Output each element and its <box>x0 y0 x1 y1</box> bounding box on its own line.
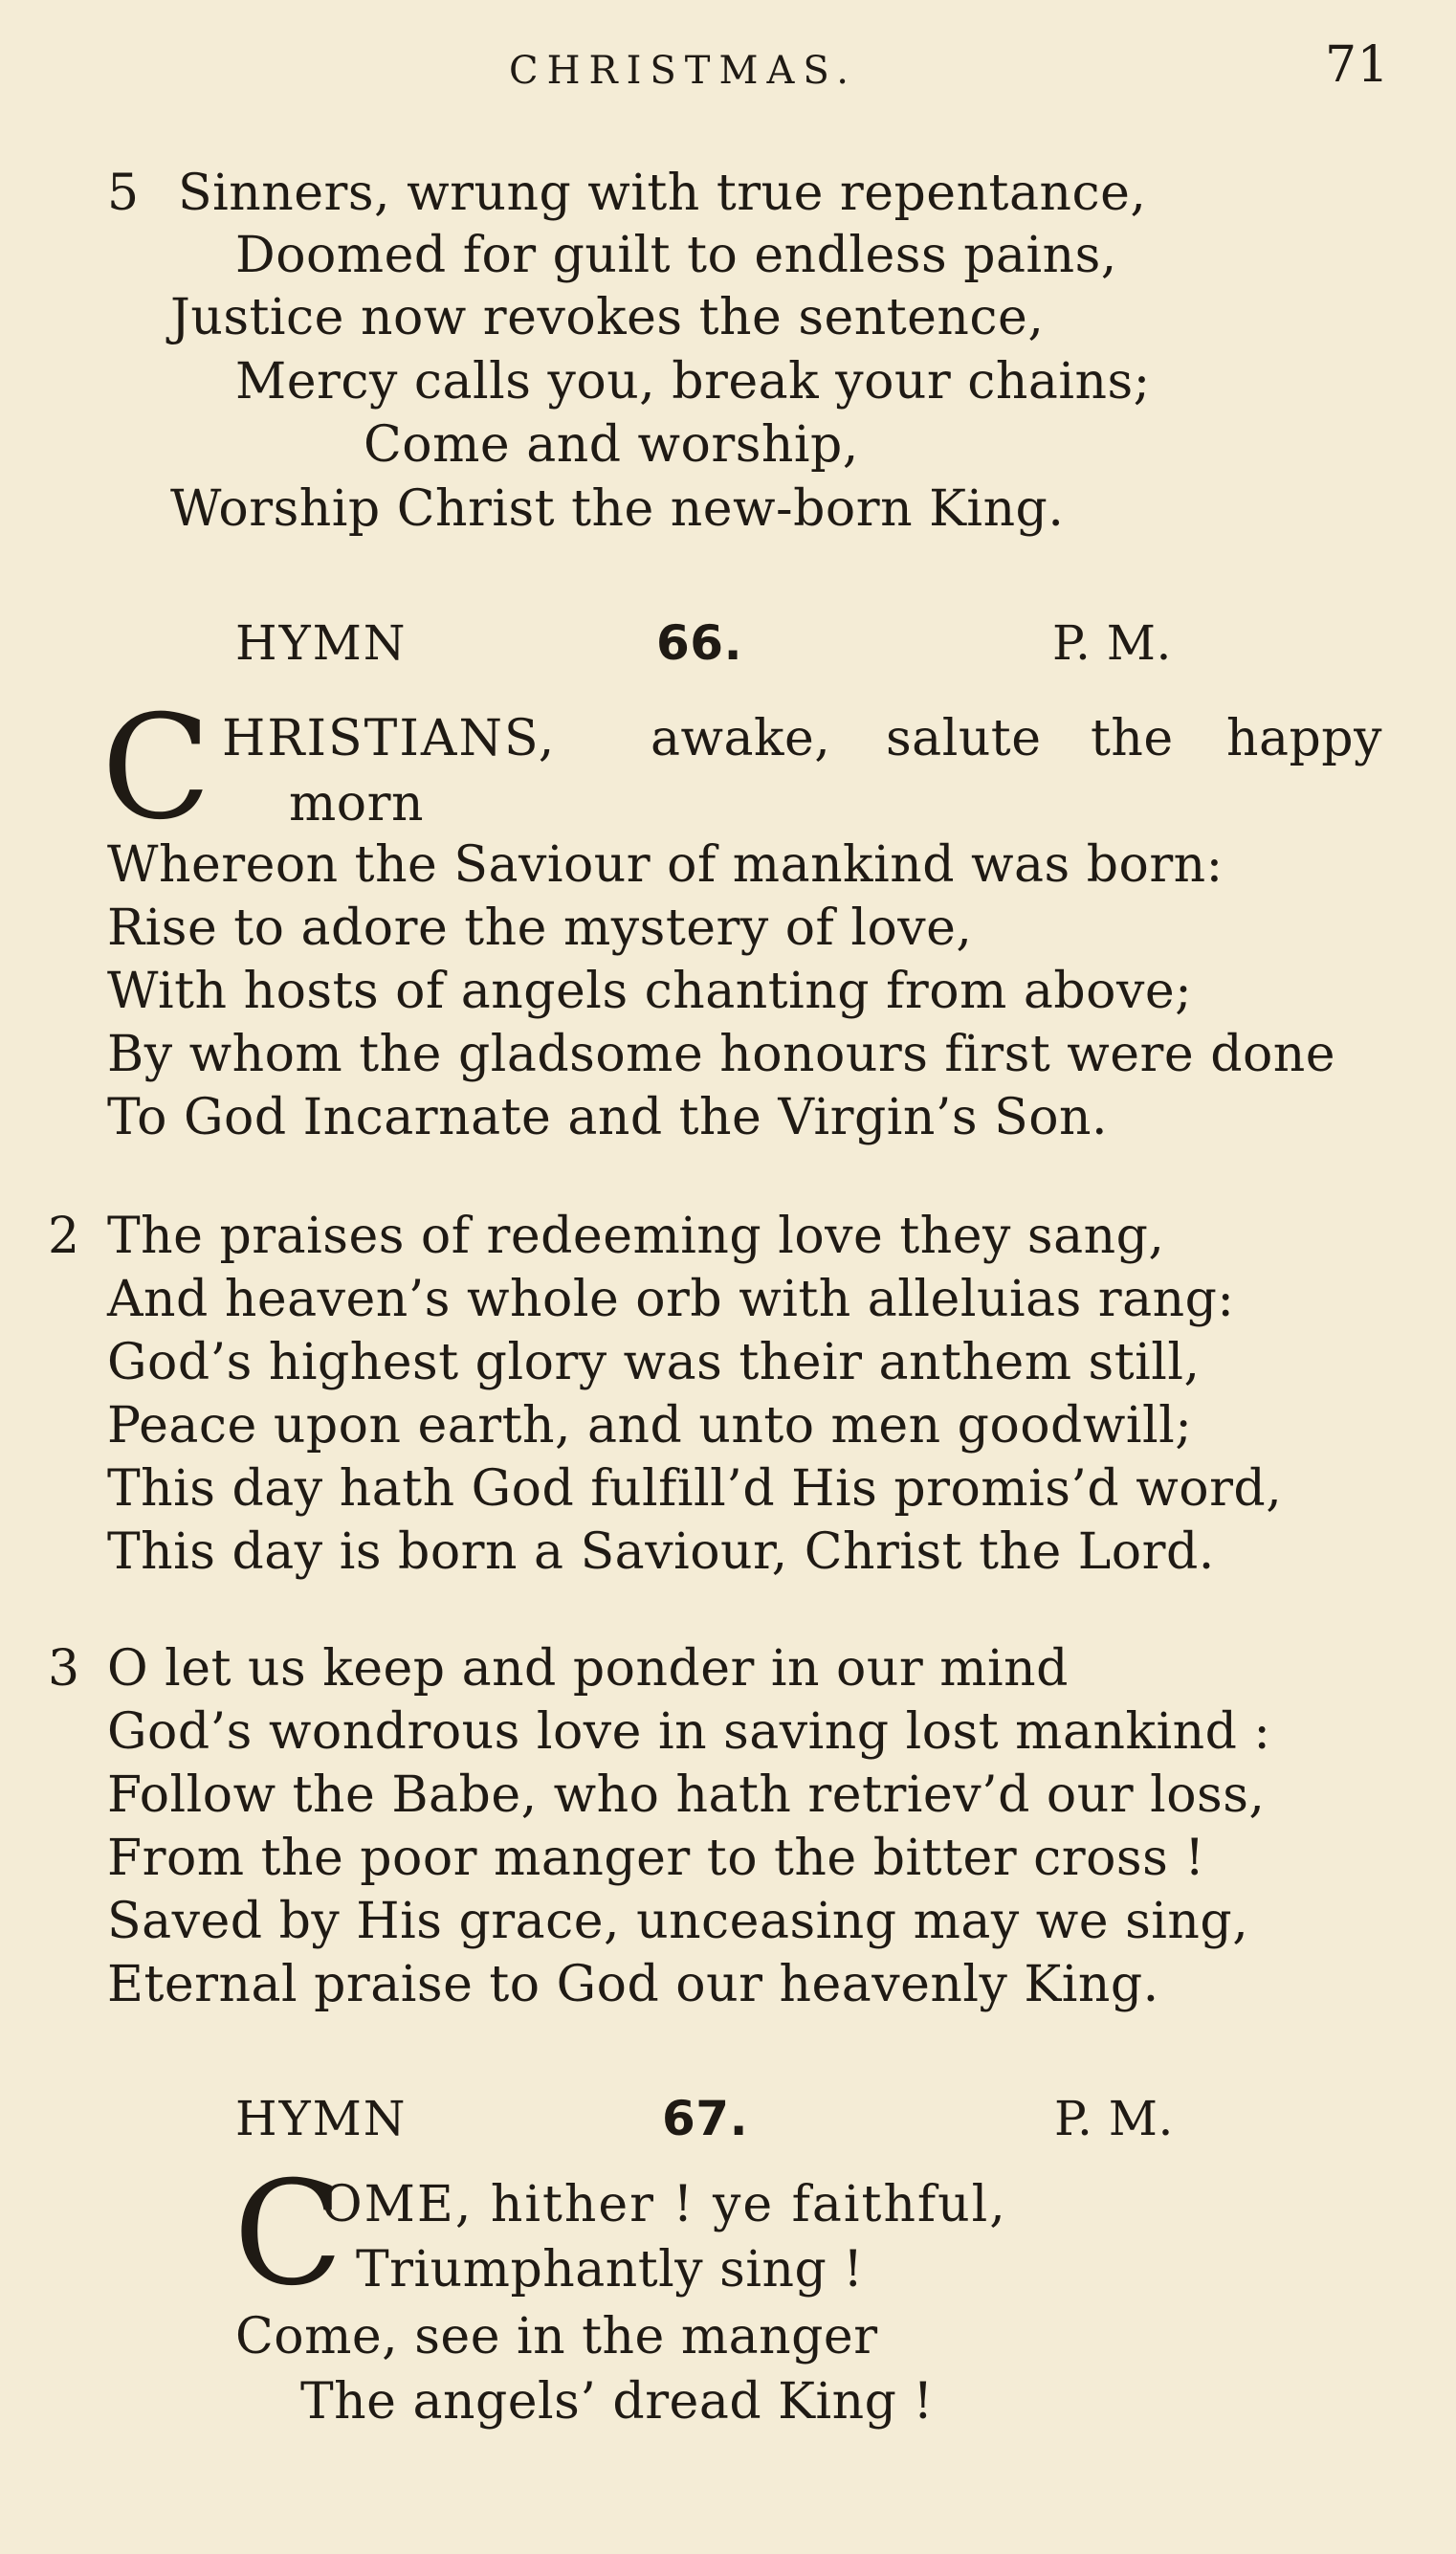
verse-line: The angels’ dread King ! <box>300 2373 934 2431</box>
verse-first-line-start: HRISTIANS, <box>222 710 557 767</box>
verse-number: 3 <box>48 1640 80 1698</box>
verse-line: Peace upon earth, and unto men goodwill; <box>107 1397 1193 1455</box>
verse-first-line-word: happy <box>1226 710 1382 767</box>
verse-line: Justice now revokes the sentence, <box>170 289 1045 346</box>
verse-line: This day hath God fulfill’d His promis’d word, <box>107 1460 1283 1518</box>
hymn-number: 66. <box>656 615 743 671</box>
verse-line: Doomed for guilt to endless pains, <box>235 227 1117 284</box>
hymn-label: HYMN <box>235 615 408 671</box>
page-number: 71 <box>1325 36 1390 94</box>
verse-line: The praises of redeeming love they sang, <box>107 1208 1165 1265</box>
drop-cap: C <box>101 685 212 852</box>
verse-line: Worship Christ the new-born King. <box>170 480 1065 538</box>
verse-line: God’s wondrous love in saving lost mankind : <box>107 1703 1271 1761</box>
hymn-label: HYMN <box>235 2091 408 2146</box>
verse-line: By whom the gladsome honours first were done <box>107 1026 1336 1083</box>
verse-line: God’s highest glory was their anthem still, <box>107 1334 1201 1391</box>
running-title: CHRISTMAS. <box>509 49 858 93</box>
verse-line: This day is born a Saviour, Christ the Lord. <box>107 1523 1215 1581</box>
verse-first-line-word: awake, <box>651 710 831 767</box>
hymn-number: 67. <box>662 2091 749 2146</box>
verse-line: Mercy calls you, break your chains; <box>235 353 1151 411</box>
verse-line: morn <box>289 775 424 833</box>
verse-line: Eternal praise to God our heavenly King. <box>107 1956 1159 2013</box>
verse-line: Triumphantly sing ! <box>356 2241 864 2299</box>
verse-number: 2 <box>48 1208 80 1265</box>
drop-cap: C <box>233 2151 344 2318</box>
verse-line: Sinners, wrung with true repentance, <box>178 165 1147 222</box>
verse-number: 5 <box>107 165 140 222</box>
verse-line: And heaven’s whole orb with alleluias rang: <box>107 1271 1235 1328</box>
verse-line: From the poor manger to the bitter cross ! <box>107 1830 1205 1887</box>
verse-line: Rise to adore the mystery of love, <box>107 899 973 957</box>
verse-line: Whereon the Saviour of mankind was born: <box>107 836 1224 894</box>
verse-line: O let us keep and ponder in our mind <box>107 1640 1069 1698</box>
hymn-meter: P. M. <box>1052 615 1172 671</box>
verse-line: Follow the Babe, who hath retriev’d our loss, <box>107 1766 1266 1824</box>
verse-first-line-start: OME, hither ! ye faithful, <box>321 2176 1007 2233</box>
verse-line: With hosts of angels chanting from above; <box>107 963 1193 1020</box>
verse-first-line-word: salute <box>886 710 1042 767</box>
verse-line: Saved by His grace, unceasing may we sing, <box>107 1893 1249 1950</box>
verse-first-line-word: the <box>1091 710 1174 767</box>
verse-line: Come, see in the manger <box>235 2308 878 2365</box>
verse-line: Come and worship, <box>364 416 859 474</box>
verse-line: To God Incarnate and the Virgin’s Son. <box>107 1089 1109 1146</box>
hymn-meter: P. M. <box>1054 2091 1174 2146</box>
